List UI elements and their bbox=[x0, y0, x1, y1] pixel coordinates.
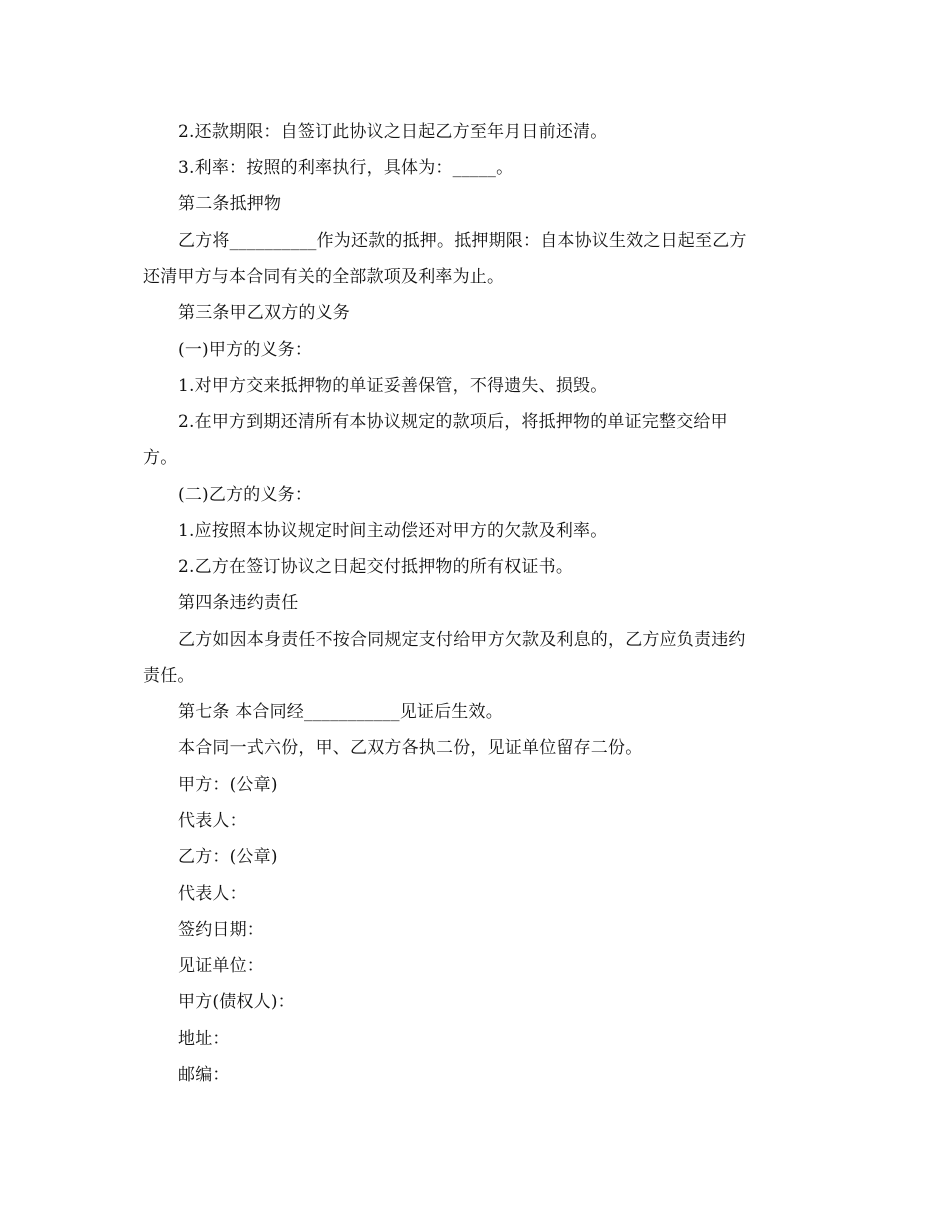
article-2-heading: 第二条抵押物 bbox=[178, 194, 282, 214]
witness-unit-line: 见证单位： bbox=[178, 956, 264, 976]
interest-rate-line: 3.利率：按照的利率执行，具体为：_____。 bbox=[178, 158, 514, 178]
breach-line-2: 责任。 bbox=[143, 666, 195, 686]
party-b-obligation-1: 1.应按照本协议规定时间主动偿还对甲方的欠款及利率。 bbox=[178, 521, 608, 541]
party-a-obligations-heading: (一)甲方的义务： bbox=[178, 340, 313, 360]
copies-line: 本合同一式六份，甲、乙双方各执二份，见证单位留存二份。 bbox=[178, 738, 643, 758]
signing-date-line: 签约日期： bbox=[178, 920, 264, 940]
postcode-line: 邮编： bbox=[178, 1065, 230, 1085]
collateral-line-2: 还清甲方与本合同有关的全部款项及利率为止。 bbox=[143, 267, 505, 287]
party-a-seal-line: 甲方：(公章) bbox=[178, 775, 278, 795]
repayment-term-line: 2.还款期限：自签订此协议之日起乙方至年月日前还清。 bbox=[178, 122, 608, 142]
party-b-seal-line: 乙方：(公章) bbox=[178, 847, 278, 867]
party-a-obligation-2-line-1: 2.在甲方到期还清所有本协议规定的款项后，将抵押物的单证完整交给甲 bbox=[178, 412, 728, 432]
collateral-line-1: 乙方将__________作为还款的抵押。抵押期限：自本协议生效之日起至乙方 bbox=[178, 231, 747, 251]
creditor-line: 甲方(债权人)： bbox=[178, 992, 295, 1012]
address-line: 地址： bbox=[178, 1029, 230, 1049]
party-b-representative-line: 代表人： bbox=[178, 884, 247, 904]
article-4-heading: 第四条违约责任 bbox=[178, 593, 299, 613]
party-b-obligation-2: 2.乙方在签订协议之日起交付抵押物的所有权证书。 bbox=[178, 557, 574, 577]
article-3-heading: 第三条甲乙双方的义务 bbox=[178, 303, 350, 323]
party-a-obligation-2-line-2: 方。 bbox=[143, 448, 178, 468]
article-7-line: 第七条 本合同经___________见证后生效。 bbox=[178, 702, 503, 722]
party-b-obligations-heading: (二)乙方的义务： bbox=[178, 485, 313, 505]
party-a-representative-line: 代表人： bbox=[178, 811, 247, 831]
party-a-obligation-1: 1.对甲方交来抵押物的单证妥善保管，不得遗失、损毁。 bbox=[178, 376, 608, 396]
breach-line-1: 乙方如因本身责任不按合同规定支付给甲方欠款及利息的，乙方应负责违约 bbox=[178, 630, 746, 650]
